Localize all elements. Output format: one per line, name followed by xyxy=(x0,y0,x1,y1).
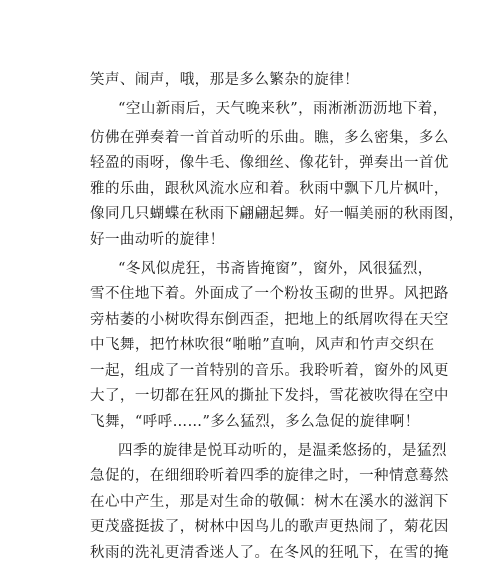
text-line: 一起，组成了一首特别的音乐。我聆听着，窗外的风更 xyxy=(90,363,449,379)
text-line: 轻盈的雨呀，像牛毛、像细丝、像花针，弹奏出一首优 xyxy=(90,155,449,171)
text-line: 仿佛在弹奏着一首首动听的乐曲。瞧，多么密集，多么 xyxy=(90,130,449,146)
text-line: 笑声、闹声，哦，那是多么繁杂的旋律！ xyxy=(90,72,360,88)
text-line: 大了，一切都在狂风的撕扯下发抖，雪花被吹得在空中 xyxy=(90,388,449,404)
text-line: 在心中产生，那是对生命的敬佩：树木在溪水的滋润下 xyxy=(90,494,449,510)
text-line: 旁枯萎的小树吹得东倒西歪，把地上的纸屑吹得在天空 xyxy=(90,312,449,328)
text-line: 中飞舞，把竹林吹很“啪啪”直响，风声和竹声交织在 xyxy=(90,337,435,353)
text-line: 好一曲动听的旋律！ xyxy=(90,232,225,248)
text-line: 雪不住地下着。外面成了一个粉妆玉砌的世界。风把路 xyxy=(90,286,449,302)
text-line: 更茂盛挺拔了，树林中因鸟儿的歌声更热闹了，菊花因 xyxy=(90,519,449,535)
text-line: 雅的乐曲，跟秋风流水应和着。秋雨中飘下几片枫叶， xyxy=(90,181,449,197)
text-line: 像同几只蝴蝶在秋雨下翩翩起舞。好一幅美丽的秋雨图， xyxy=(90,206,464,222)
text-line: “空山新雨后，天气晚来秋”，雨淅淅沥沥地下着， xyxy=(118,101,448,117)
text-line: 四季的旋律是悦耳动听的，是温柔悠扬的，是猛烈 xyxy=(118,443,447,459)
text-line: 秋雨的洗礼更清香迷人了。在冬风的狂吼下，在雪的掩 xyxy=(90,545,449,561)
text-line: 飞舞，“呼呼……”多么猛烈，多么急促的旋律啊！ xyxy=(90,414,420,430)
text-line: 急促的，在细细聆听着四季的旋律之时，一种情意蓦然 xyxy=(90,468,449,484)
text-line: “冬风似虎狂，书斋皆掩窗”，窗外，风很猛烈， xyxy=(118,261,433,277)
